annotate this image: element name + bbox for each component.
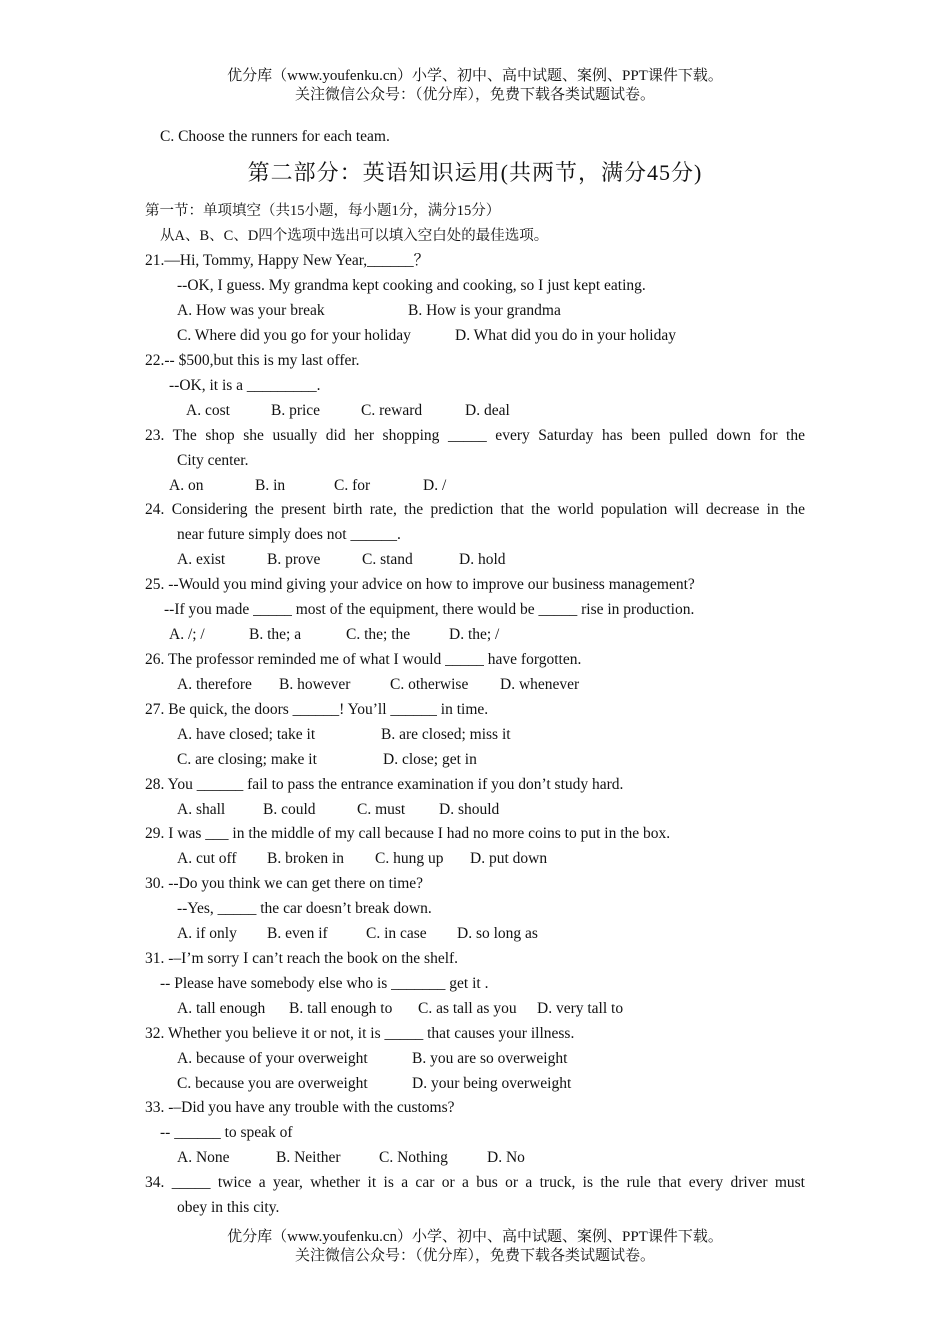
q25-reply: --If you made _____ most of the equipment, there would be _____ rise in production. [164, 601, 695, 618]
q31-option-b: B. tall enough to [289, 1000, 393, 1017]
q29-option-c: C. hung up [375, 850, 444, 867]
q26-option-a: A. therefore [177, 676, 252, 693]
q34-stem-line-1: 34. _____ twice a year, whether it is a car or a bus or a truck, is the rule that every driver must [145, 1174, 805, 1191]
q30-option-b: B. even if [267, 925, 328, 942]
q21-stem: 21.—Hi, Tommy, Happy New Year,______？ [145, 252, 430, 269]
q24-stem-line-2: near future simply does not ______. [177, 526, 401, 543]
section-title: 第一节：单项填空（共15小题，每小题1分，满分15分） [145, 203, 501, 219]
q23-option-a: A. on [169, 477, 204, 494]
q34-stem-line-2: obey in this city. [177, 1199, 280, 1216]
page-footer [0, 1228, 950, 1266]
section-instruction: 从A、B、C、D四个选项中选出可以填入空白处的最佳选项。 [160, 228, 549, 244]
q32-option-a: A. because of your overweight [177, 1050, 368, 1067]
q26-option-d: D. whenever [500, 676, 580, 693]
q28-option-a: A. shall [177, 801, 226, 818]
q29-stem: 29. I was ___ in the middle of my call because I had no more coins to put in the box. [145, 825, 671, 842]
previous-question-option: C. Choose the runners for each team. [160, 128, 390, 145]
q32-option-d: D. your being overweight [412, 1075, 572, 1092]
q26-stem: 26. The professor reminded me of what I would _____ have forgotten. [145, 651, 582, 668]
q27-option-a: A. have closed; take it [177, 726, 316, 743]
q28-stem: 28. You ______ fail to pass the entrance examination if you don’t study hard. [145, 776, 624, 793]
q22-stem: 22.-- $500,but this is my last offer. [145, 352, 360, 369]
q21-option-c: C. Where did you go for your holiday [177, 327, 411, 344]
q22-option-b: B. price [271, 402, 321, 419]
q31-stem: 31. -–I’m sorry I can’t reach the book on the shelf. [145, 950, 459, 967]
header-line-2: 关注微信公众号：（优分库），免费下载各类试题试卷。 [294, 87, 655, 103]
q27-option-d: D. close; get in [383, 751, 477, 768]
q26-option-b: B. however [279, 676, 351, 693]
q28-option-d: D. should [439, 801, 500, 818]
q33-option-a: A. None [177, 1149, 230, 1166]
q31-option-c: C. as tall as you [418, 1000, 517, 1017]
q33-option-d: D. No [487, 1149, 525, 1166]
q21-option-d: D. What did you do in your holiday [455, 327, 676, 344]
q25-option-c: C. the; the [346, 626, 411, 643]
q28-option-c: C. must [357, 801, 406, 818]
q23-option-c: C. for [334, 477, 371, 494]
q25-stem: 25. --Would you mind giving your advice on how to improve our business management? [145, 576, 695, 593]
q27-option-b: B. are closed; miss it [381, 726, 511, 743]
q31-reply: -- Please have somebody else who is _______ get it . [160, 975, 489, 992]
q24-option-d: D. hold [459, 551, 506, 568]
q26-option-c: C. otherwise [390, 676, 469, 693]
q22-option-a: A. cost [186, 402, 230, 419]
q21-option-a: A. How was your break [177, 302, 325, 319]
q24-option-b: B. prove [267, 551, 321, 568]
q32-option-c: C. because you are overweight [177, 1075, 368, 1092]
q25-option-a: A. /; / [169, 626, 205, 643]
q23-option-d: D. / [423, 477, 447, 494]
q29-option-b: B. broken in [267, 850, 345, 867]
q22-reply: --OK, it is a _________. [169, 377, 321, 394]
q23-stem-line-1: 23. The shop she usually did her shopping _____ every Saturday has been pulled down for the [145, 427, 805, 444]
q24-stem-line-1: 24. Considering the present birth rate, the prediction that the world population will decrease in the [145, 501, 805, 518]
q33-reply: -- ______ to speak of [160, 1124, 293, 1141]
q21-reply: --OK, I guess. My grandma kept cooking and cooking, so I just kept eating. [177, 277, 646, 294]
header-line-1: 优分库（www.youfenku.cn）小学、初中、高中试题、案例、PPT课件下载。 [227, 68, 723, 84]
footer-line-1: 优分库（www.youfenku.cn）小学、初中、高中试题、案例、PPT课件下载。 [227, 1229, 723, 1245]
part-title: 第二部分：英语知识运用(共两节，满分45分) [247, 160, 703, 185]
q29-option-d: D. put down [470, 850, 548, 867]
q27-option-c: C. are closing; make it [177, 751, 317, 768]
q33-stem: 33. -–Did you have any trouble with the customs? [145, 1099, 455, 1116]
q33-option-b: B. Neither [276, 1149, 341, 1166]
q27-stem: 27. Be quick, the doors ______! You’ll ______ in time. [145, 701, 489, 718]
q33-option-c: C. Nothing [379, 1149, 448, 1166]
q21-option-b: B. How is your grandma [408, 302, 561, 319]
q24-option-a: A. exist [177, 551, 226, 568]
q25-option-b: B. the; a [249, 626, 302, 643]
q23-option-b: B. in [255, 477, 286, 494]
q24-option-c: C. stand [362, 551, 413, 568]
q22-option-c: C. reward [361, 402, 423, 419]
q30-option-a: A. if only [177, 925, 237, 942]
q30-stem: 30. --Do you think we can get there on time? [145, 875, 424, 892]
q32-stem: 32. Whether you believe it or not, it is _____ that causes your illness. [145, 1025, 575, 1042]
q22-option-d: D. deal [465, 402, 510, 419]
q30-option-d: D. so long as [457, 925, 538, 942]
q25-option-d: D. the; / [449, 626, 500, 643]
q30-option-c: C. in case [366, 925, 427, 942]
q30-reply: --Yes, _____ the car doesn’t break down. [177, 900, 432, 917]
q23-stem-line-2: City center. [177, 452, 249, 469]
page-header [0, 67, 950, 105]
q29-option-a: A. cut off [177, 850, 237, 867]
footer-line-2: 关注微信公众号：（优分库），免费下载各类试题试卷。 [294, 1248, 655, 1264]
q31-option-a: A. tall enough [177, 1000, 266, 1017]
q31-option-d: D. very tall to [537, 1000, 624, 1017]
q32-option-b: B. you are so overweight [412, 1050, 568, 1067]
q28-option-b: B. could [263, 801, 316, 818]
